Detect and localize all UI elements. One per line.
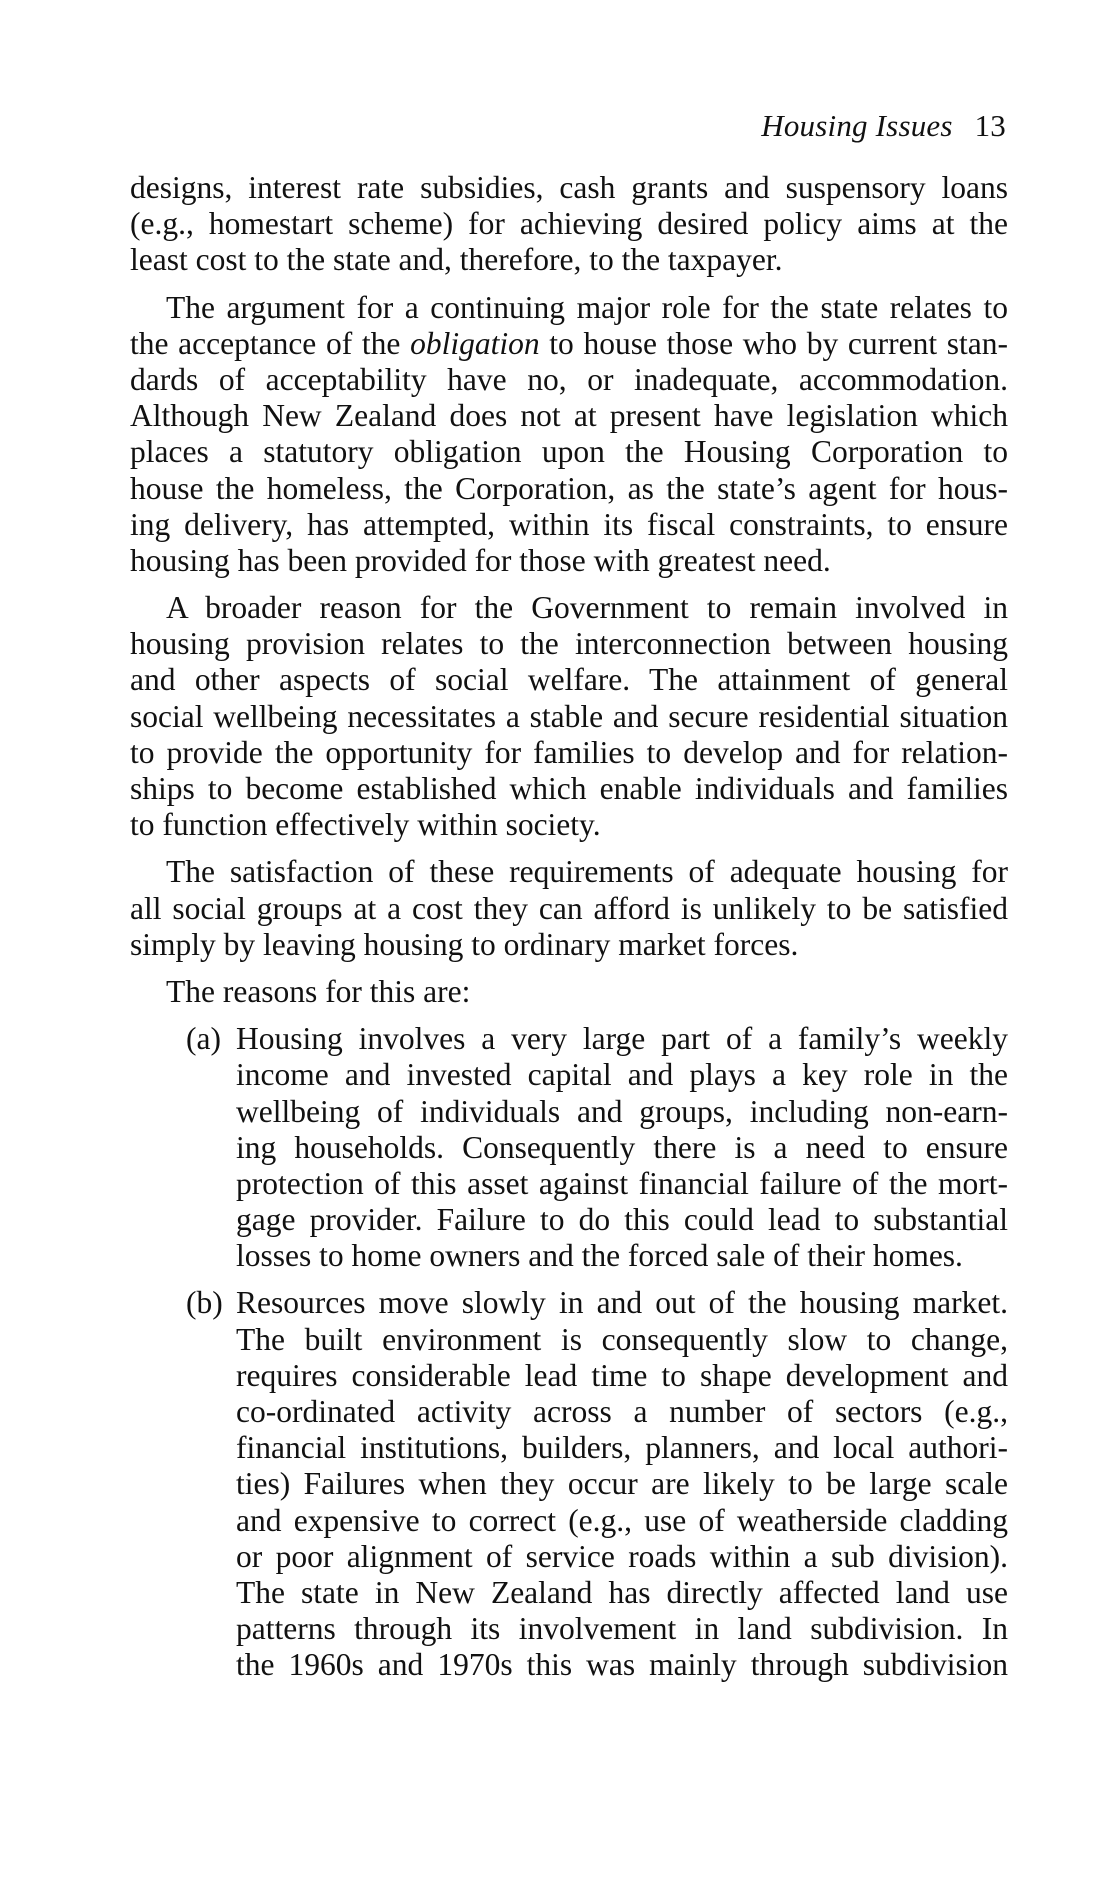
text-fragment: the acceptance of the bbox=[130, 325, 401, 361]
list-marker: (b) bbox=[186, 1285, 223, 1321]
text-line: designs, interest rate subsidies, cash grants and suspensory loans bbox=[130, 170, 1008, 205]
text-line: ing households. Consequently there is a need to ensure bbox=[236, 1129, 1008, 1165]
list-item bbox=[186, 1285, 1008, 1683]
list-marker: (a) bbox=[186, 1021, 221, 1057]
text-line: social wellbeing necessitates a stable and secure residential situation bbox=[130, 698, 1008, 734]
running-head bbox=[761, 108, 1006, 144]
text-line bbox=[130, 326, 1008, 362]
text-line: protection of this asset against financial failure of the mort- bbox=[236, 1165, 1008, 1201]
paragraph bbox=[130, 590, 1008, 843]
page-number: 13 bbox=[974, 108, 1006, 143]
text-line: all social groups at a cost they can afford is unlikely to be satisfied bbox=[130, 890, 1008, 926]
text-line: housing has been provided for those with greatest need. bbox=[130, 542, 831, 578]
text-line: The argument for a continuing major role for the state relates to bbox=[166, 289, 1008, 325]
emphasis-text: obligation bbox=[410, 325, 540, 361]
text-line: wellbeing of individuals and groups, including non-earn- bbox=[236, 1093, 1008, 1129]
text-fragment: to house those who by current stan- bbox=[549, 325, 1009, 361]
text-line: ing delivery, has attempted, within its fiscal constraints, to ensure bbox=[130, 506, 1008, 542]
text-line: to function effectively within society. bbox=[130, 807, 601, 843]
text-line: and other aspects of social welfare. The attainment of general bbox=[130, 662, 1008, 698]
text-line: the 1960s and 1970s this was mainly through subdivision bbox=[236, 1647, 1008, 1683]
text-line: dards of acceptability have no, or inadequate, accommodation. bbox=[130, 361, 1008, 397]
text-line: The satisfaction of these requirements of adequate housing for bbox=[166, 854, 1008, 890]
text-line: losses to home owners and the forced sale of their homes. bbox=[236, 1238, 963, 1274]
text-line: Although New Zealand does not at present have legislation which bbox=[130, 398, 1008, 434]
text-line: (e.g., homestart scheme) for achieving desired policy aims at the bbox=[130, 206, 1008, 242]
text-line: The state in New Zealand has directly affected land use bbox=[236, 1574, 1008, 1610]
text-line: or poor alignment of service roads within a sub division). bbox=[236, 1538, 1008, 1574]
text-line: to provide the opportunity for families to develop and for relation- bbox=[130, 734, 1008, 770]
paragraph bbox=[130, 974, 1008, 1010]
body-text bbox=[130, 170, 1008, 1695]
text-line: income and invested capital and plays a key role in the bbox=[236, 1057, 1008, 1093]
text-line: financial institutions, builders, planners, and local authori- bbox=[236, 1430, 1008, 1466]
text-line: patterns through its involvement in land subdivision. In bbox=[236, 1611, 1008, 1647]
reasons-list bbox=[186, 1021, 1008, 1683]
text-line: least cost to the state and, therefore, to the taxpayer. bbox=[130, 242, 783, 278]
paragraph bbox=[130, 854, 1008, 963]
paragraph bbox=[130, 170, 1008, 279]
text-line: places a statutory obligation upon the Housing Corporation to bbox=[130, 434, 1008, 470]
list-item bbox=[186, 1021, 1008, 1274]
text-line: co-ordinated activity across a number of sectors (e.g., bbox=[236, 1394, 1008, 1429]
text-line: housing provision relates to the interconnection between housing bbox=[130, 626, 1008, 662]
text-line: ties) Failures when they occur are likely to be large scale bbox=[236, 1466, 1008, 1502]
text-line: The reasons for this are: bbox=[166, 973, 471, 1009]
text-line: Resources move slowly in and out of the housing market. bbox=[236, 1285, 1008, 1321]
text-line: requires considerable lead time to shape development and bbox=[236, 1357, 1008, 1393]
running-head-title: Housing Issues bbox=[761, 108, 953, 143]
text-line: simply by leaving housing to ordinary market forces. bbox=[130, 926, 799, 962]
text-line: and expensive to correct (e.g., use of weatherside cladding bbox=[236, 1502, 1008, 1538]
text-line: ships to become established which enable individuals and families bbox=[130, 771, 1008, 806]
text-line: A broader reason for the Government to remain involved in bbox=[166, 590, 1008, 626]
paragraph bbox=[130, 290, 1008, 580]
text-line: house the homeless, the Corporation, as the state’s agent for hous- bbox=[130, 470, 1008, 506]
text-line: Housing involves a very large part of a family’s weekly bbox=[236, 1021, 1008, 1057]
text-line: The built environment is consequently slow to change, bbox=[236, 1321, 1008, 1357]
text-line: gage provider. Failure to do this could lead to substantial bbox=[236, 1202, 1008, 1238]
